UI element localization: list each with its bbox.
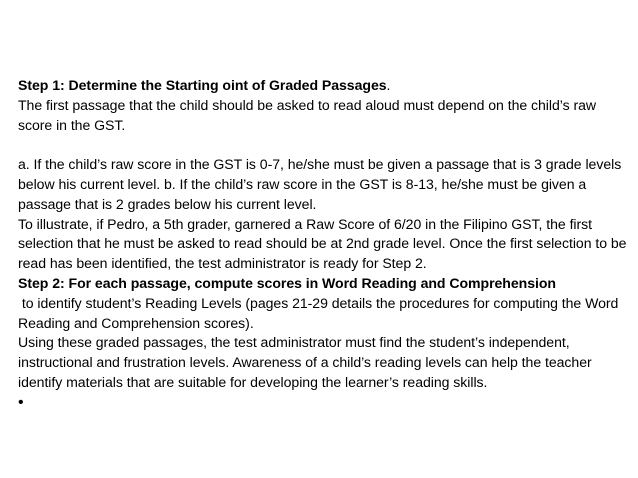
paragraph-gap [18, 135, 630, 155]
step1-heading-period: . [386, 77, 391, 93]
step2-detail: to identify student’s Reading Levels (pages 21-29 details the procedures for computing the Word Reading and Comprehension scores). [18, 294, 623, 331]
bullet-point: • [18, 393, 24, 411]
step2-heading: Step 2: For each passage, compute scores in Word Reading and Comprehension [18, 274, 556, 291]
text-body [18, 76, 630, 413]
rules-paragraph: a. If the child’s raw score in the GST is 0-7, he/she must be given a passage that is 3 grade levels below his current level. b. If the child’s raw score in the GST is 8-13, he/she must be given a passage that is 2 grades below his current level. [18, 156, 622, 212]
step1-heading: Step 1: Determine the Starting oint of Graded Passages [18, 77, 387, 93]
closing-paragraph: Using these graded passages, the test administrator must find the student’s independent, instructional and frustration levels. Awareness of a child’s reading levels can help the teacher identify materials that are suitable for developing the learner’s reading skills. [18, 334, 592, 390]
step1-paragraph [18, 76, 630, 96]
step1-intro: The first passage that the child should be asked to read aloud must depend on the child’s raw score in the GST. [18, 96, 596, 133]
illustration-paragraph: To illustrate, if Pedro, a 5th grader, garnered a Raw Score of 6/20 in the Filipino GST, the first selection that he must be asked to read should be at 2nd grade level. Once the first selection to be read has been identified, the test administrator is ready for Step 2. [18, 215, 627, 272]
